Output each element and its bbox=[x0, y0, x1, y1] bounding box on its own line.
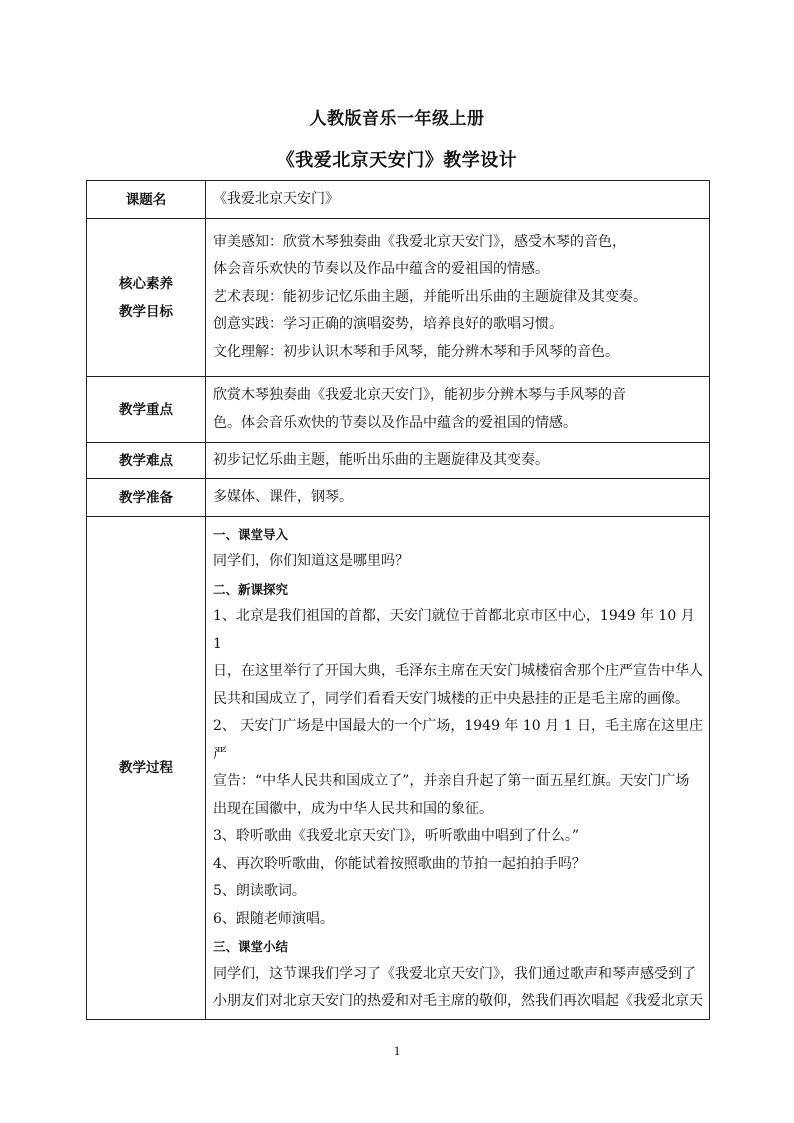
document-subtitle: 《我爱北京天安门》教学设计 bbox=[276, 150, 518, 171]
preparation-label: 教学准备 bbox=[87, 479, 206, 517]
process-content bbox=[206, 517, 710, 1020]
process-section-heading: 三、课堂小结 bbox=[213, 939, 289, 954]
preparation-content: 多媒体、课件，钢琴。 bbox=[206, 479, 710, 517]
preparation-row bbox=[87, 479, 710, 517]
goals-row bbox=[87, 219, 710, 377]
process-line: 小朋友们对北京天安门的热爱和对毛主席的敬仰，然我们再次唱起《我爱北京天 bbox=[213, 993, 703, 1009]
process-line: 同学们，你们知道这是哪里吗？ bbox=[213, 553, 409, 569]
goals-content bbox=[206, 219, 710, 377]
page-number: 1 bbox=[393, 1043, 401, 1058]
key-points-label: 教学重点 bbox=[87, 377, 206, 443]
process-line: 日，在这里举行了开国大典，毛泽东主席在天安门城楼宿舍那个庄严宣告中华人 bbox=[213, 663, 703, 679]
goals-label bbox=[87, 219, 206, 377]
process-line: 4、再次聆听歌曲，你能试着按照歌曲的节拍一起拍拍手吗？ bbox=[213, 855, 586, 872]
process-section-heading: 一、课堂导入 bbox=[213, 526, 289, 542]
lesson-plan-table bbox=[86, 180, 710, 1020]
process-label: 教学过程 bbox=[87, 517, 206, 1020]
process-line: 3、聆听歌曲《我爱北京天安门》，听听歌曲中唱到了什么。” bbox=[213, 828, 580, 844]
key-points-content bbox=[206, 377, 710, 443]
process-line: 同学们，这节课我们学习了《我爱北京天安门》，我们通过歌声和琴声感受到了 bbox=[213, 965, 696, 982]
goal-line: 体会音乐欢快的节奏以及作品中蕴含的爱祖国的情感。 bbox=[213, 261, 549, 278]
process-line: 民共和国成立了，同学们看看天安门城楼的正中央悬挂的正是毛主席的画像。 bbox=[213, 690, 689, 707]
goal-line: 艺术表现：能初步记忆乐曲主题，并能听出乐曲的主题旋律及其变奏。 bbox=[213, 288, 647, 305]
process-line: 5、朗读歌词。 bbox=[213, 883, 306, 899]
difficulties-row bbox=[87, 443, 710, 479]
goals-label-line2: 教学目标 bbox=[119, 303, 173, 320]
topic-row bbox=[87, 181, 710, 219]
process-row bbox=[87, 517, 710, 1020]
topic-label: 课题名 bbox=[87, 181, 206, 219]
process-section-heading: 二、新课探究 bbox=[213, 581, 289, 597]
goals-label-line1: 核心素养 bbox=[119, 275, 173, 292]
goal-line: 文化理解：初步认识木琴和手风琴，能分辨木琴和手风琴的音色。 bbox=[213, 343, 619, 360]
key-points-row bbox=[87, 377, 710, 443]
goal-line: 创意实践：学习正确的演唱姿势，培养良好的歌唱习惯。 bbox=[213, 316, 563, 333]
process-line: 6、跟随老师演唱。 bbox=[213, 910, 334, 927]
process-line: 2、 天安门广场是中国最大的一个广场，1949 年 10 月 1 日，毛主席在这里庄严 bbox=[213, 718, 703, 762]
document-title: 人教版音乐一年级上册 bbox=[309, 109, 485, 129]
goal-line: 审美感知：欣赏木琴独奏曲《我爱北京天安门》，感受木琴的音色， bbox=[213, 233, 626, 250]
topic-value: 《我爱北京天安门》 bbox=[206, 181, 710, 219]
difficulties-label: 教学难点 bbox=[87, 443, 206, 479]
process-line: 宣告：“中华人民共和国成立了”，并亲自升起了第一面五星红旗。天安门广场 bbox=[213, 773, 690, 789]
key-point-line: 欣赏木琴独奏曲《我爱北京天安门》，能初步分辨木琴与手风琴的音 bbox=[213, 387, 626, 403]
difficulties-content: 初步记忆乐曲主题，能听出乐曲的主题旋律及其变奏。 bbox=[206, 443, 710, 479]
process-line: 出现在国徽中，成为中华人民共和国的象征。 bbox=[213, 800, 493, 817]
process-line: 1、北京是我们祖国的首都，天安门就位于首都北京市区中心，1949 年 10 月 1 bbox=[213, 608, 695, 652]
key-point-line: 色。体会音乐欢快的节奏以及作品中蕴含的爱祖国的情感。 bbox=[213, 414, 577, 431]
